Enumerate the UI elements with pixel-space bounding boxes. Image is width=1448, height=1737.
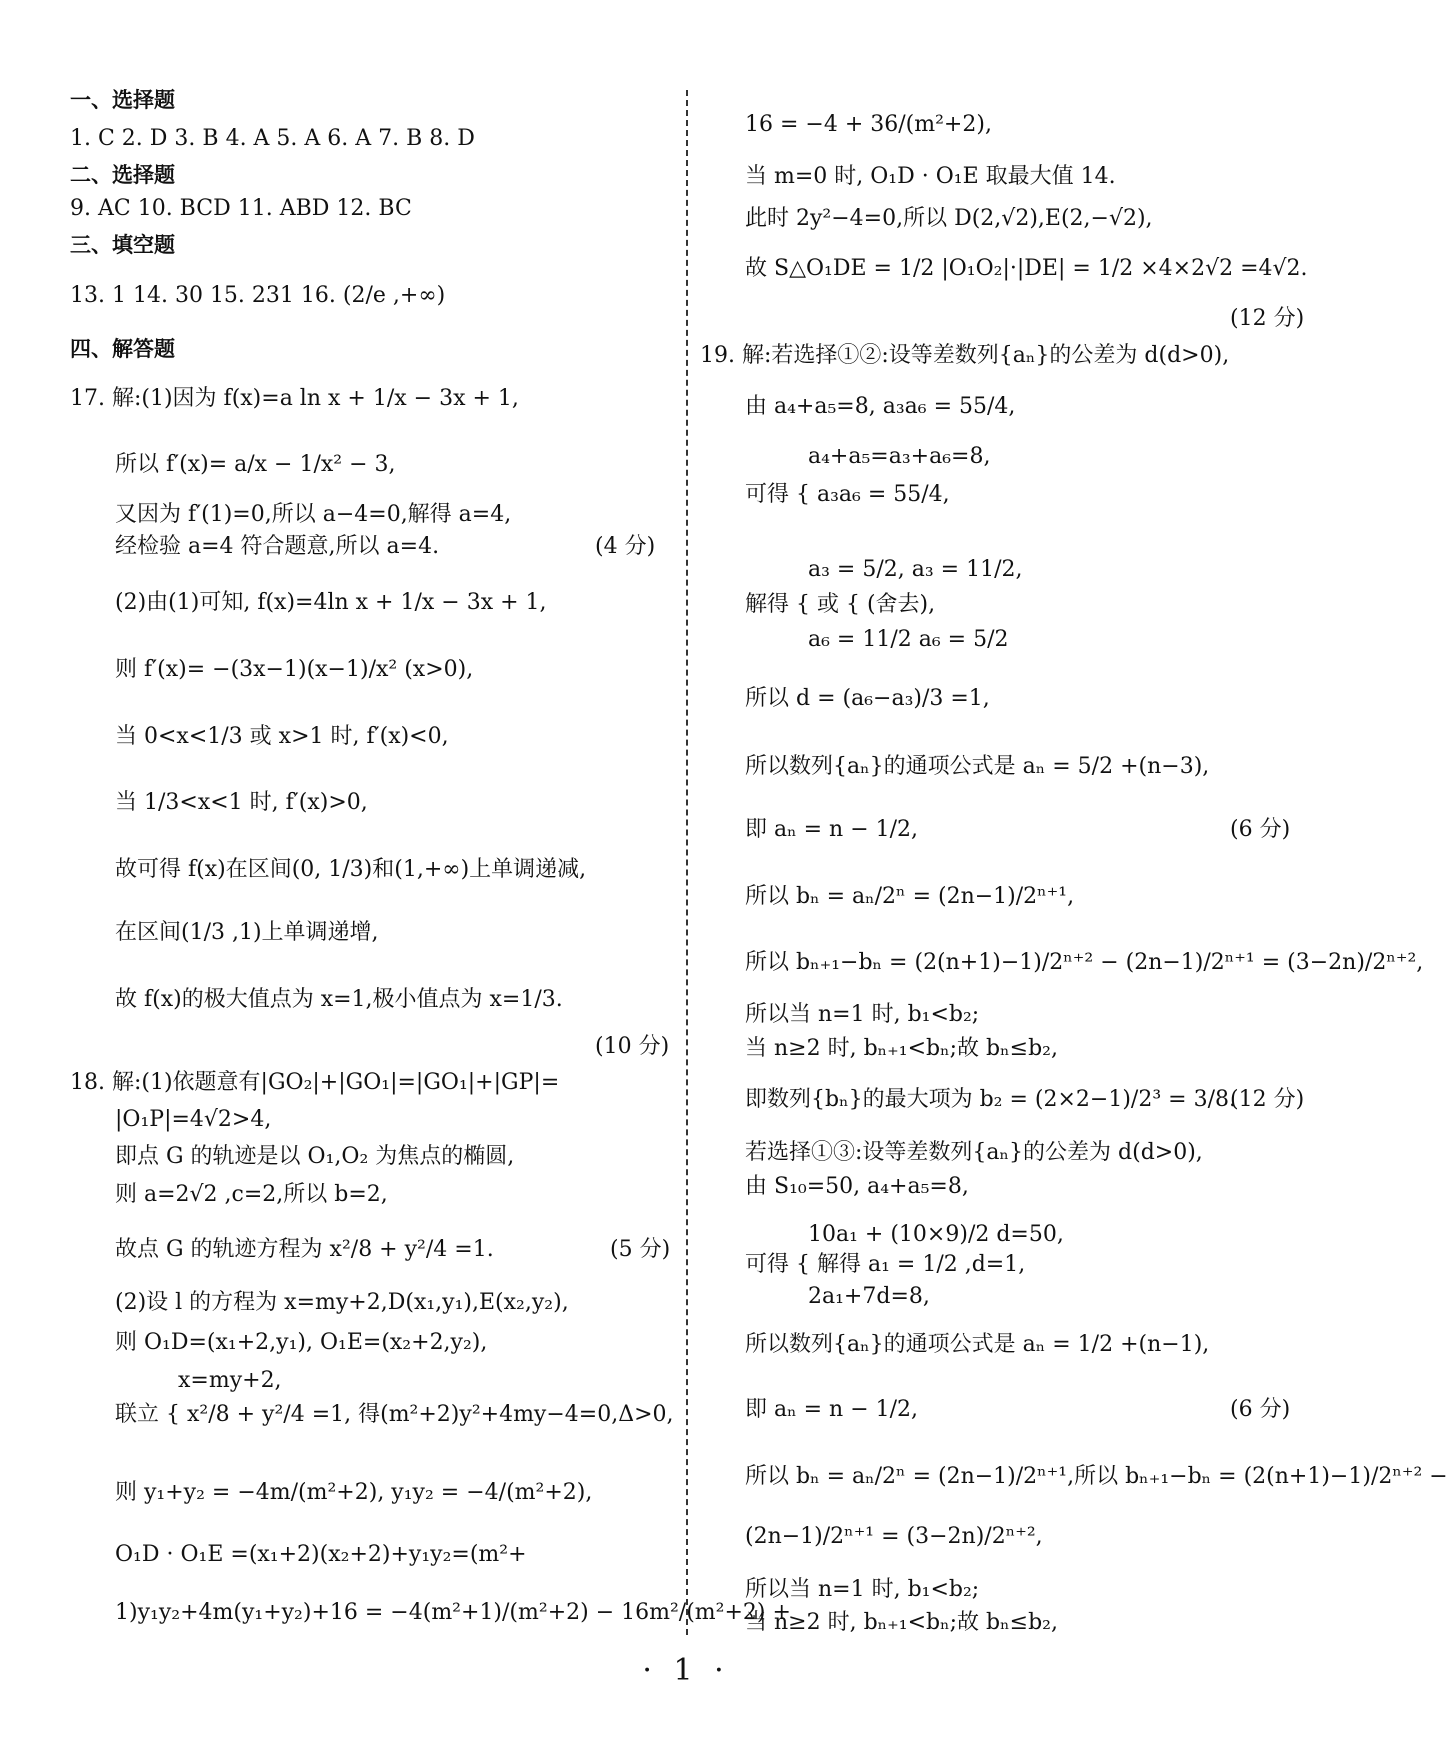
solution-line: 故 f(x)的极大值点为 x=1,极小值点为 x=1/3. bbox=[115, 987, 563, 1012]
solution-line: 即点 G 的轨迹是以 O₁,O₂ 为焦点的椭圆, bbox=[115, 1144, 515, 1169]
solution-line: 17. 解:(1)因为 f(x)=a ln x + 1/x − 3x + 1, bbox=[70, 386, 519, 411]
solution-line: (2n−1)/2ⁿ⁺¹ = (3−2n)/2ⁿ⁺², bbox=[745, 1524, 1043, 1549]
solution-line: 所以 f′(x)= a/x − 1/x² − 3, bbox=[115, 452, 396, 477]
solution-line: 当 0<x<1/3 或 x>1 时, f′(x)<0, bbox=[115, 724, 449, 749]
solution-line: 10a₁ + (10×9)/2 d=50, bbox=[808, 1222, 1064, 1247]
solution-line: 联立 { x²/8 + y²/4 =1, 得(m²+2)y²+4my−4=0,Δ>0, bbox=[115, 1402, 674, 1427]
solution-line: a₃ = 5/2, a₃ = 11/2, bbox=[808, 557, 1023, 582]
solution-line: 故 S△O₁DE = 1/2 |O₁O₂|·|DE| = 1/2 ×4×2√2 =4√2. bbox=[745, 256, 1308, 281]
solution-line: 所以 d = (a₆−a₃)/3 =1, bbox=[745, 686, 990, 711]
solution-line: 则 O₁D=(x₁+2,y₁), O₁E=(x₂+2,y₂), bbox=[115, 1330, 488, 1355]
solution-line: (2)设 l 的方程为 x=my+2,D(x₁,y₁),E(x₂,y₂), bbox=[115, 1290, 569, 1315]
solution-line: 则 a=2√2 ,c=2,所以 b=2, bbox=[115, 1182, 388, 1207]
score-label: (10 分) bbox=[595, 1034, 670, 1059]
solution-line: 当 1/3<x<1 时, f′(x)>0, bbox=[115, 790, 368, 815]
score-label: (6 分) bbox=[1230, 817, 1291, 842]
solution-line: 18. 解:(1)依题意有|GO₂|+|GO₁|=|GO₁|+|GP|= bbox=[70, 1070, 560, 1095]
solution-line: (2)由(1)可知, f(x)=4ln x + 1/x − 3x + 1, bbox=[115, 590, 547, 615]
solution-line: 所以当 n=1 时, b₁<b₂; bbox=[745, 1577, 980, 1602]
solution-line: 则 f′(x)= −(3x−1)(x−1)/x² (x>0), bbox=[115, 657, 474, 682]
solution-line: 可得 { a₃a₆ = 55/4, bbox=[745, 482, 950, 507]
solution-line: 所以 bₙ₊₁−bₙ = (2(n+1)−1)/2ⁿ⁺² − (2n−1)/2ⁿ⁺¹ = (3−2n)/2ⁿ⁺², bbox=[745, 950, 1424, 975]
score-label: (6 分) bbox=[1230, 1397, 1291, 1422]
score-label: (12 分) bbox=[1230, 1087, 1305, 1112]
solution-line: 16 = −4 + 36/(m²+2), bbox=[745, 112, 992, 137]
solution-line: 在区间(1/3 ,1)上单调递增, bbox=[115, 920, 379, 945]
answers-line: 1. C 2. D 3. B 4. A 5. A 6. A 7. B 8. D bbox=[70, 126, 475, 151]
solution-line: 当 n≥2 时, bₙ₊₁<bₙ;故 bₙ≤b₂, bbox=[745, 1610, 1058, 1635]
solution-line: 当 n≥2 时, bₙ₊₁<bₙ;故 bₙ≤b₂, bbox=[745, 1036, 1058, 1061]
section-title: 四、解答题 bbox=[70, 337, 175, 361]
solution-line: O₁D · O₁E =(x₁+2)(x₂+2)+y₁y₂=(m²+ bbox=[115, 1542, 527, 1567]
solution-line: 当 m=0 时, O₁D · O₁E 取最大值 14. bbox=[745, 164, 1116, 189]
page-number: · 1 · bbox=[642, 1653, 730, 1688]
solution-line: 所以数列{aₙ}的通项公式是 aₙ = 5/2 +(n−3), bbox=[745, 754, 1210, 779]
section-title: 二、选择题 bbox=[70, 163, 175, 187]
solution-line: 可得 { 解得 a₁ = 1/2 ,d=1, bbox=[745, 1252, 1026, 1277]
score-label: (12 分) bbox=[1230, 306, 1305, 331]
solution-line: 即 aₙ = n − 1/2, bbox=[745, 817, 919, 842]
score-label: (5 分) bbox=[610, 1237, 671, 1262]
solution-line: 则 y₁+y₂ = −4m/(m²+2), y₁y₂ = −4/(m²+2), bbox=[115, 1480, 593, 1505]
solution-line: a₆ = 11/2 a₆ = 5/2 bbox=[808, 627, 1009, 652]
solution-line: 此时 2y²−4=0,所以 D(2,√2),E(2,−√2), bbox=[745, 206, 1153, 231]
solution-line: 即数列{bₙ}的最大项为 b₂ = (2×2−1)/2³ = 3/8. bbox=[745, 1087, 1236, 1112]
solution-line: 又因为 f′(1)=0,所以 a−4=0,解得 a=4, bbox=[115, 502, 512, 527]
solution-line: 19. 解:若选择①②:设等差数列{aₙ}的公差为 d(d>0), bbox=[700, 343, 1230, 368]
answers-line: 13. 1 14. 30 15. 231 16. (2/e ,+∞) bbox=[70, 283, 446, 308]
solution-line: 由 S₁₀=50, a₄+a₅=8, bbox=[745, 1174, 969, 1199]
solution-line: 所以当 n=1 时, b₁<b₂; bbox=[745, 1002, 980, 1027]
solution-line: |O₁P|=4√2>4, bbox=[115, 1107, 272, 1132]
solution-line: 所以 bₙ = aₙ/2ⁿ = (2n−1)/2ⁿ⁺¹, bbox=[745, 884, 1075, 909]
solution-line: 故点 G 的轨迹方程为 x²/8 + y²/4 =1. bbox=[115, 1237, 494, 1262]
solution-line: 由 a₄+a₅=8, a₃a₆ = 55/4, bbox=[745, 394, 1016, 419]
solution-line: 所以 bₙ = aₙ/2ⁿ = (2n−1)/2ⁿ⁺¹,所以 bₙ₊₁−bₙ = (2(n+1)−1)/2ⁿ⁺² − bbox=[745, 1464, 1448, 1489]
solution-line: x=my+2, bbox=[178, 1368, 282, 1393]
solution-line: 2a₁+7d=8, bbox=[808, 1284, 930, 1309]
solution-line: a₄+a₅=a₃+a₆=8, bbox=[808, 444, 991, 469]
solution-line: 即 aₙ = n − 1/2, bbox=[745, 1397, 919, 1422]
solution-line: 1)y₁y₂+4m(y₁+y₂)+16 = −4(m²+1)/(m²+2) − 16m²/(m²+2) + bbox=[115, 1600, 791, 1625]
solution-line: 经检验 a=4 符合题意,所以 a=4. bbox=[115, 534, 440, 559]
solution-line: 若选择①③:设等差数列{aₙ}的公差为 d(d>0), bbox=[745, 1140, 1203, 1165]
solution-line: 所以数列{aₙ}的通项公式是 aₙ = 1/2 +(n−1), bbox=[745, 1332, 1210, 1357]
section-title: 一、选择题 bbox=[70, 88, 175, 112]
column-divider bbox=[686, 90, 688, 1635]
section-title: 三、填空题 bbox=[70, 233, 175, 257]
score-label: (4 分) bbox=[595, 534, 656, 559]
solution-line: 故可得 f(x)在区间(0, 1/3)和(1,+∞)上单调递减, bbox=[115, 857, 587, 882]
solution-line: 解得 { 或 { (舍去), bbox=[745, 592, 936, 617]
answers-line: 9. AC 10. BCD 11. ABD 12. BC bbox=[70, 196, 412, 221]
